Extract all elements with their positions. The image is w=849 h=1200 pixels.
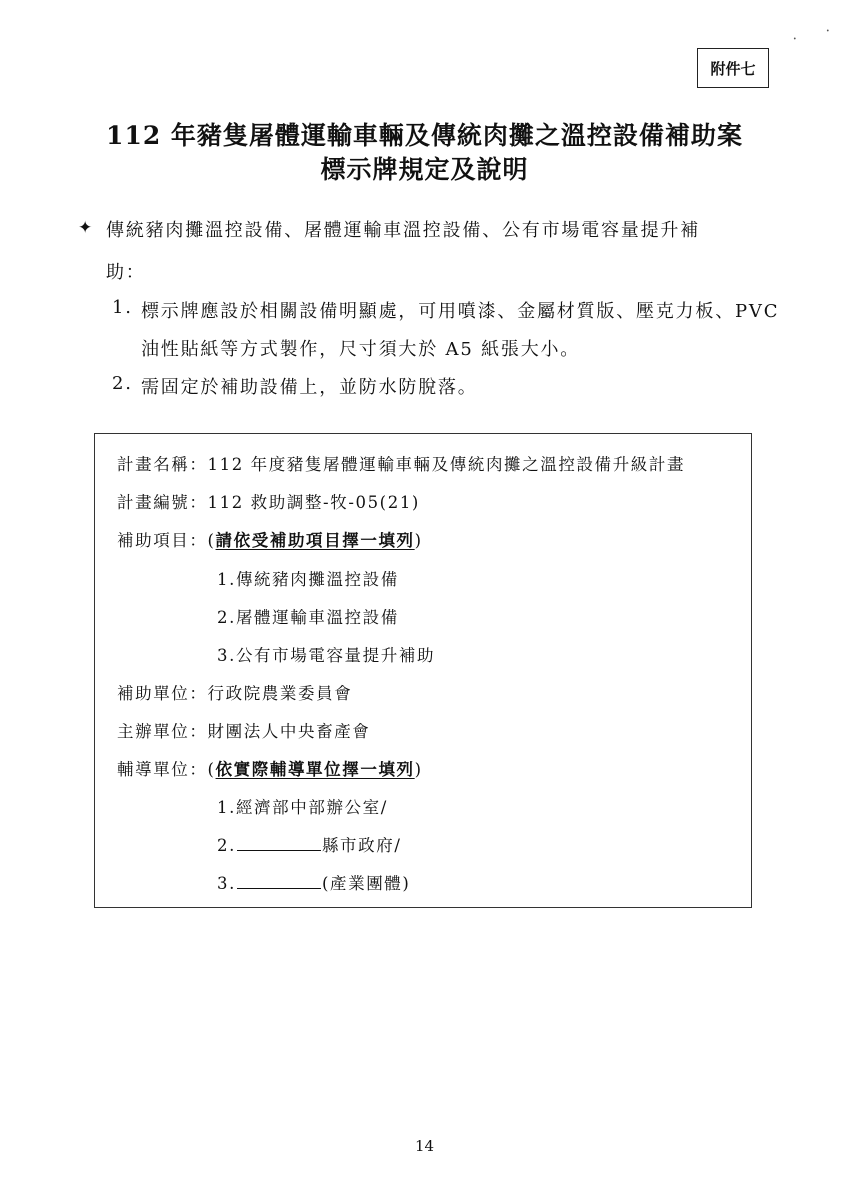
sign-sample-box xyxy=(94,433,752,908)
guidance-option-2 xyxy=(217,832,402,856)
bullet-star-icon: ✦ xyxy=(78,218,93,238)
guidance-close: ) xyxy=(414,760,423,779)
guidance-option-3 xyxy=(217,870,410,894)
guidance-unit-row xyxy=(117,756,423,780)
item-1-line-1: 標示牌應設於相關設備明顯處，可用噴漆、金屬材質版、壓克力板、PVC xyxy=(141,301,780,322)
guidance-note: 依實際輔導單位擇一填列 xyxy=(215,760,415,779)
attachment-label: 附件七 xyxy=(697,48,769,88)
funding-unit: 補助單位：行政院農業委員會 xyxy=(117,684,353,703)
bullet-text-line-1: 傳統豬肉攤溫控設備、屠體運輸車溫控設備、公有市場電容量提升補 xyxy=(106,220,700,241)
organizer-unit: 主辦單位：財團法人中央畜產會 xyxy=(117,722,371,741)
guidance-option-2-suffix: 縣市政府/ xyxy=(321,836,402,855)
subsidy-item-note: 請依受補助項目擇一填列 xyxy=(215,531,415,550)
item-1-line-2: 油性貼紙等方式製作，尺寸須大於 A5 紙張大小。 xyxy=(141,339,581,360)
guidance-option-3-prefix: 3. xyxy=(217,874,236,893)
plan-number: 計畫編號：112 救助調整-牧-05(21) xyxy=(117,493,420,512)
guidance-option-1: 1.經濟部中部辦公室/ xyxy=(217,798,388,817)
item-1-number: 1. xyxy=(112,297,133,318)
page-number: 14 xyxy=(414,1137,435,1155)
subsidy-item-row xyxy=(117,527,423,551)
title-line-2: 標示牌規定及說明 xyxy=(320,155,529,184)
scan-speck: • xyxy=(793,36,797,43)
guidance-option-2-prefix: 2. xyxy=(217,836,236,855)
blank-line xyxy=(237,849,321,851)
bullet-text-line-2: 助： xyxy=(106,262,146,283)
subsidy-item-close: ) xyxy=(414,531,423,550)
item-2-number: 2. xyxy=(112,373,133,394)
guidance-option-3-suffix: (產業團體) xyxy=(321,874,411,893)
subsidy-option-1: 1.傳統豬肉攤溫控設備 xyxy=(217,570,399,589)
plan-name: 計畫名稱：112 年度豬隻屠體運輸車輛及傳統肉攤之溫控設備升級計畫 xyxy=(117,455,686,474)
subsidy-option-2: 2.屠體運輸車溫控設備 xyxy=(217,608,399,627)
guidance-label: 輔導單位：( xyxy=(117,760,216,779)
title-line-1: 112 年豬隻屠體運輸車輛及傳統肉攤之溫控設備補助案 xyxy=(106,121,743,150)
item-2-line-1: 需固定於補助設備上，並防水防脫落。 xyxy=(141,377,478,398)
blank-line xyxy=(237,887,321,889)
scan-speck: • xyxy=(826,28,830,35)
subsidy-option-3: 3.公有市場電容量提升補助 xyxy=(217,646,436,665)
subsidy-item-label: 補助項目：( xyxy=(117,531,216,550)
